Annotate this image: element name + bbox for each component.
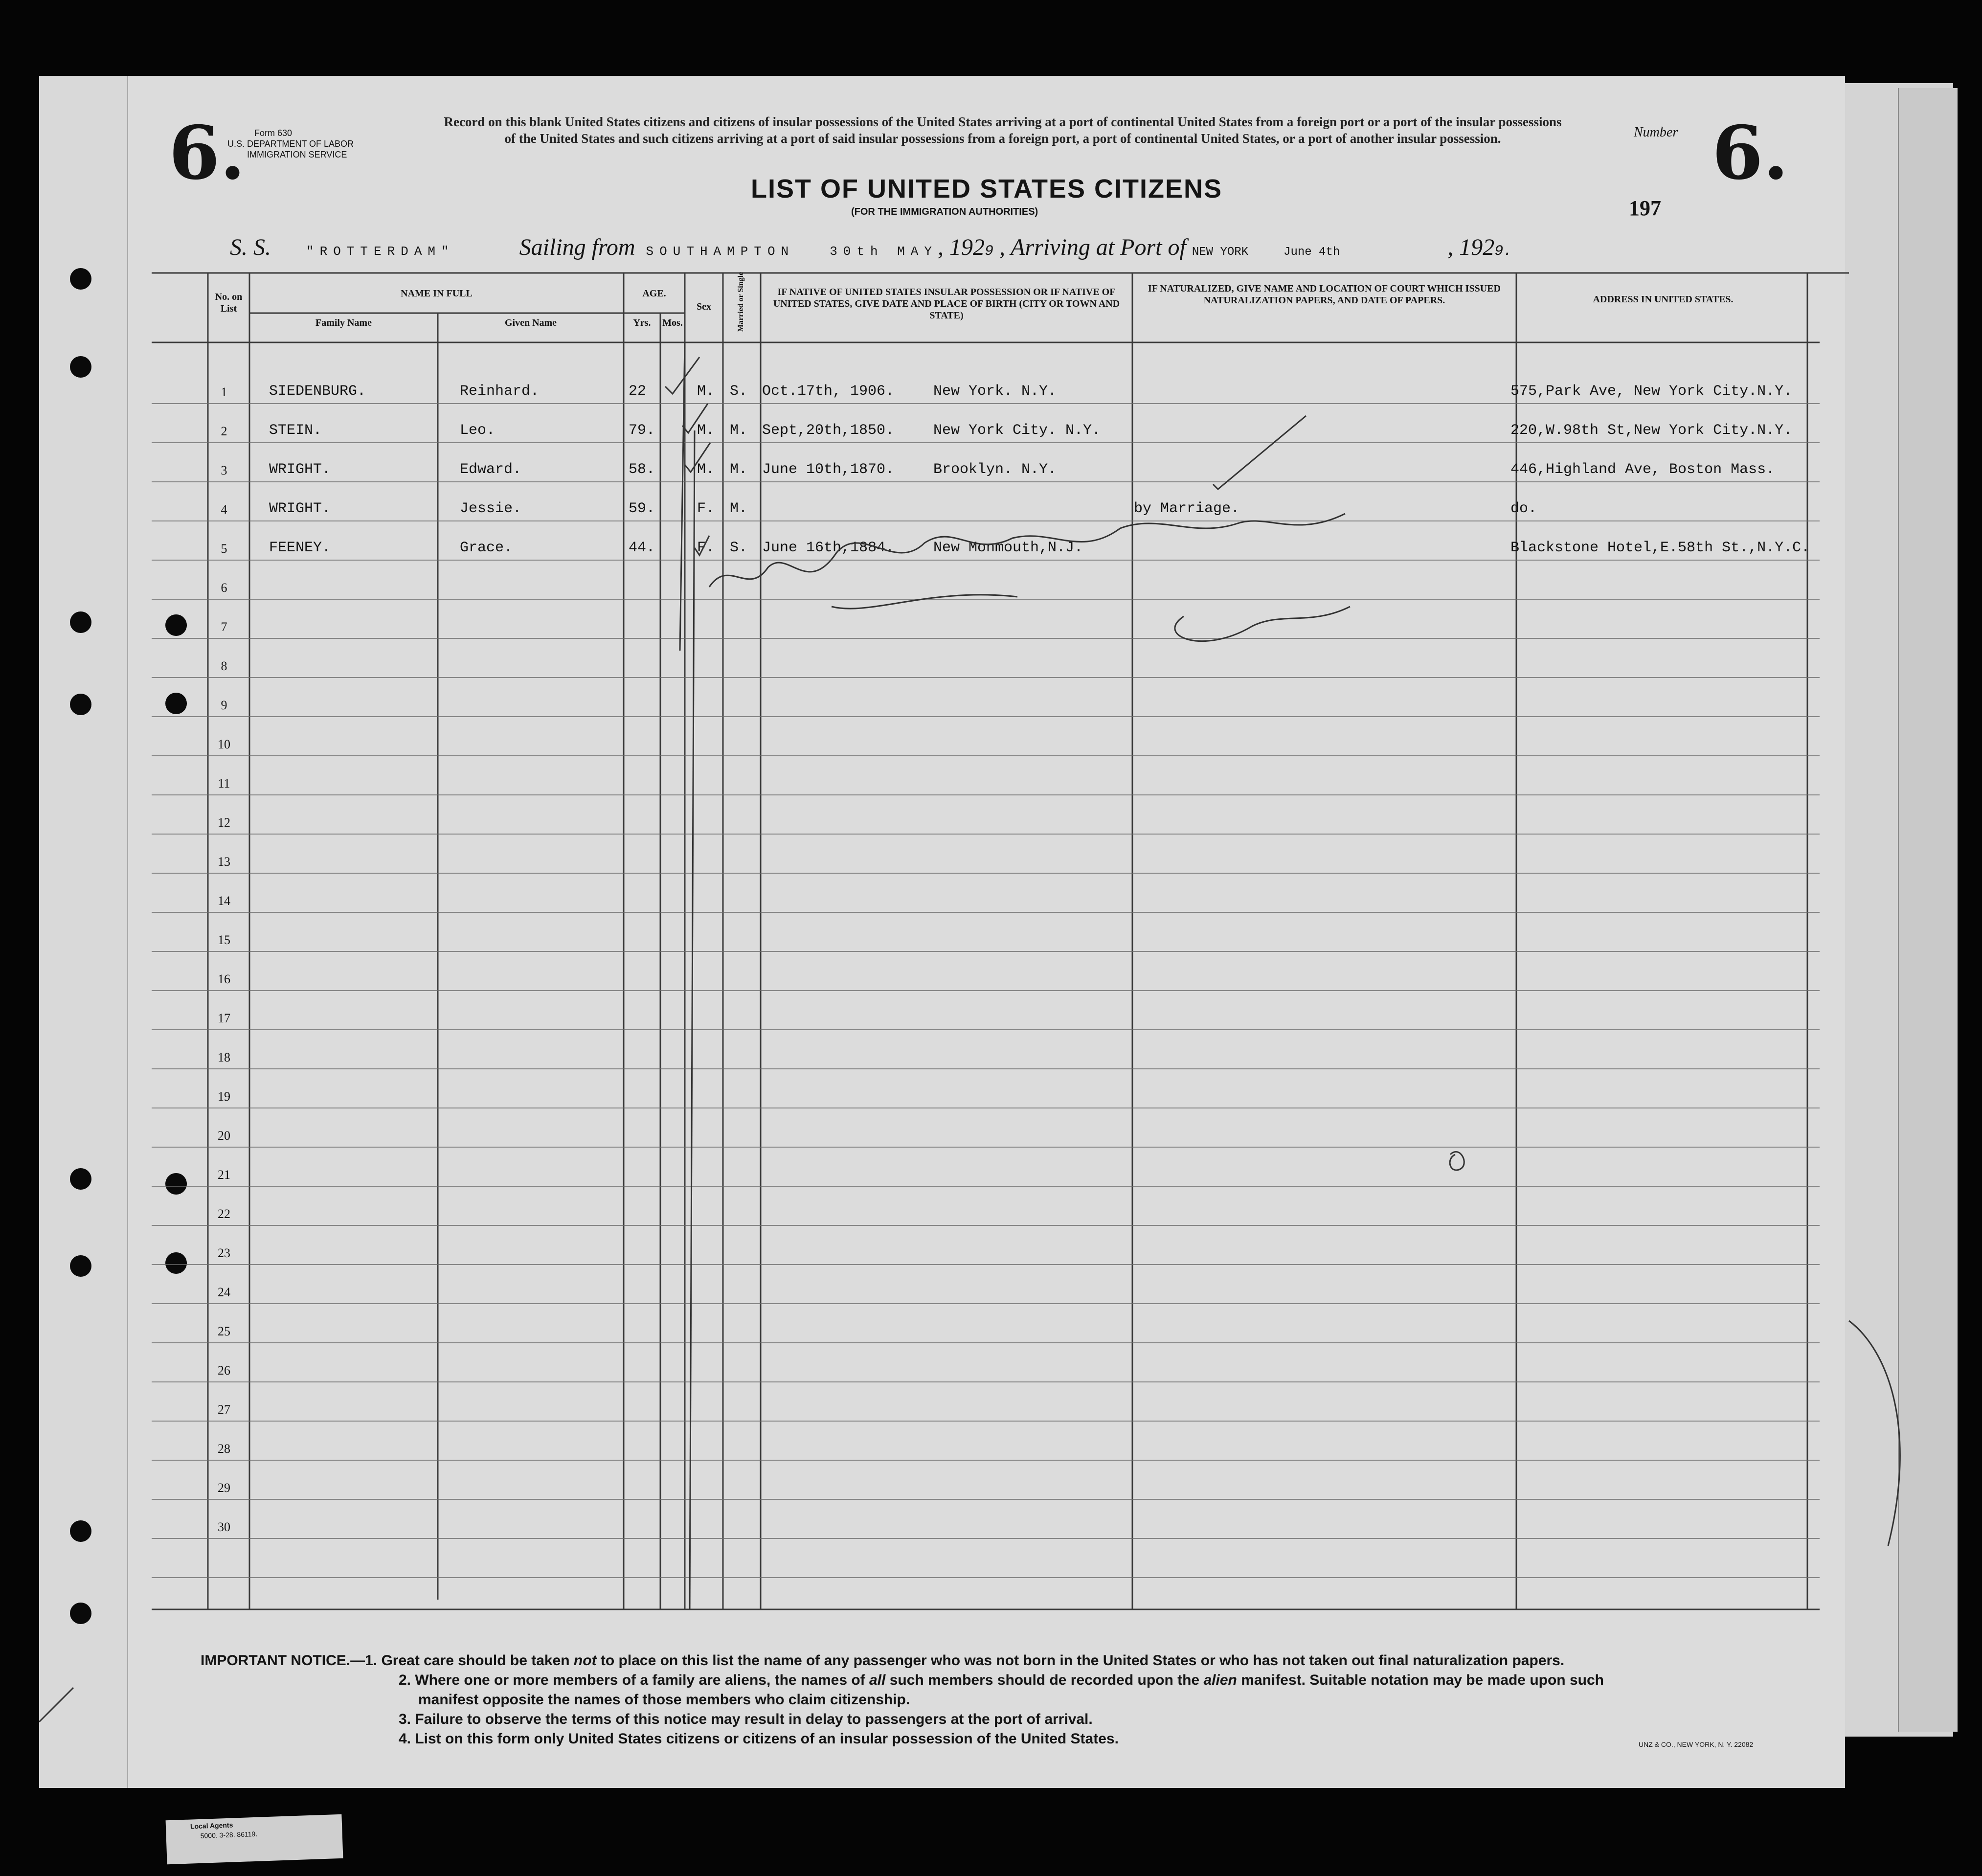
ss-label: S. S. <box>230 234 271 260</box>
family-name-cell: STEIN. <box>269 422 322 439</box>
family-name-cell: WRIGHT. <box>269 461 331 478</box>
naturalization-cell: by Marriage. <box>1134 500 1240 517</box>
checkmark <box>695 536 709 555</box>
notice-item-3: 3. Failure to observe the terms of this notice may result in delay to passengers at the port of arrival. <box>399 1711 1093 1727</box>
row-number: 3 <box>221 463 227 477</box>
row-number: 27 <box>218 1402 230 1417</box>
given-name-cell: Jessie. <box>460 500 522 517</box>
department-label: U.S. DEPARTMENT OF LABOR <box>227 139 354 149</box>
row-number: 7 <box>221 620 227 634</box>
notice-item-1-text: —1. Great care should be taken <box>350 1652 574 1669</box>
side-curve <box>1849 1321 1900 1546</box>
printer-mark: UNZ & CO., NEW YORK, N. Y. 22082 <box>1639 1740 1754 1748</box>
inspector-signature-flourish <box>832 595 1350 641</box>
row-number: 1 <box>221 385 227 399</box>
checkmark <box>665 357 699 394</box>
address-cell: 446,Highland Ave, Boston Mass. <box>1510 461 1775 478</box>
row-number: 17 <box>218 1011 230 1025</box>
row-number: 26 <box>218 1363 230 1378</box>
arriving-label: , Arriving at Port of <box>999 234 1186 260</box>
given-name-cell: Edward. <box>460 461 522 478</box>
row-number: 30 <box>218 1520 230 1534</box>
sailing-date: 30th MAY <box>830 244 938 259</box>
family-name-cell: WRIGHT. <box>269 500 331 517</box>
sailing-port: SOUTHAMPTON <box>646 244 795 259</box>
sex-cell: M. <box>697 422 715 439</box>
header-given-name: Given Name <box>504 317 557 328</box>
vertical-pen-stroke <box>690 430 695 1609</box>
row-number: 13 <box>218 855 230 869</box>
row-number: 5 <box>221 542 227 556</box>
notice-label: IMPORTANT NOTICE. <box>201 1652 351 1669</box>
married-status-cell: M. <box>730 461 748 478</box>
row-number: 24 <box>218 1285 230 1299</box>
approval-check <box>1213 416 1306 489</box>
header-age: AGE. <box>642 288 666 299</box>
row-number: 19 <box>218 1089 230 1104</box>
arrival-year: , 192 <box>1447 234 1495 260</box>
row-number: 2 <box>221 424 227 438</box>
sailing-label: Sailing from <box>519 234 635 260</box>
vertical-pen-stroke <box>680 342 685 651</box>
row-number: 14 <box>218 894 230 908</box>
row-number: 11 <box>218 776 230 791</box>
sex-cell: M. <box>697 461 715 478</box>
family-name-cell: SIEDENBURG. <box>269 383 366 400</box>
age-years-cell: 58. <box>629 461 655 478</box>
married-status-cell: M. <box>730 422 748 439</box>
important-notice <box>201 1651 1604 1749</box>
birth-place-cell: New York. N.Y. <box>933 383 1057 400</box>
row-number: 18 <box>218 1050 230 1064</box>
header-yrs: Yrs. <box>633 317 651 328</box>
stamp-number: 197 <box>1629 196 1661 220</box>
notice-item-1 <box>201 1651 1604 1671</box>
row-number: 4 <box>221 502 227 517</box>
sailing-year: , 192 <box>938 234 985 260</box>
age-years-cell: 79. <box>629 422 655 439</box>
row-number: 9 <box>221 698 227 712</box>
header-mos: Mos. <box>662 317 683 328</box>
given-name-cell: Grace. <box>460 540 513 556</box>
sex-cell: M. <box>697 383 715 400</box>
page-number-right: 6. <box>1712 110 1789 196</box>
page-number-left: 6. <box>169 110 246 196</box>
record-instructions: Record on this blank United States citizens and citizens of insular possessions of the United States arriving at a port of continental United States from a foreign port or a port of the insular possessions of the United States and such citizens arriving at a port of said insular possessions from a foreign port, a port of continental United States, or a port of another insular possession. <box>444 114 1562 146</box>
sex-cell: F. <box>697 540 715 556</box>
arrival-port: NEW YORK <box>1192 246 1249 259</box>
married-status-cell: S. <box>730 540 748 556</box>
address-cell: 220,W.98th St,New York City.N.Y. <box>1510 422 1793 439</box>
checkmark <box>682 404 708 433</box>
header-birth: IF NATIVE OF UNITED STATES INSULAR POSSESSION OR IF NATIVE OF UNITED STATES, GIVE DATE AND PLACE OF BIRTH (CITY OR TOWN AND STATE) <box>773 287 1120 321</box>
row-number: 6 <box>221 581 227 595</box>
birth-place-cell: New Monmouth,N.J. <box>933 540 1083 556</box>
arrival-year-digit: 9. <box>1494 243 1512 260</box>
header-address: ADDRESS IN UNITED STATES. <box>1593 294 1734 305</box>
birth-place-cell: Brooklyn. N.Y. <box>933 461 1057 478</box>
header-sex: Sex <box>697 301 711 312</box>
checkmark <box>685 443 710 472</box>
agents-tab-line-2: 5000. 3-28. 86119. <box>200 1830 258 1840</box>
header-name-in-full: NAME IN FULL <box>401 288 473 299</box>
birth-date-cell: June 16th,1884. <box>762 540 895 556</box>
given-name-cell: Leo. <box>460 422 496 439</box>
age-years-cell: 22 <box>629 383 647 400</box>
form-number: Form 630 <box>254 128 293 138</box>
address-cell: do. <box>1510 500 1537 517</box>
row-number: 22 <box>218 1207 230 1221</box>
notice-item-2-text-mid: such members should de recorded upon the <box>885 1672 1204 1688</box>
notice-item-2-text: 2. Where one or more members of a family are aliens, the names of <box>399 1672 869 1688</box>
birth-place-cell: New York City. N.Y. <box>933 422 1101 439</box>
inspector-signature <box>709 514 1345 587</box>
row-number: 20 <box>218 1129 230 1143</box>
notice-item-2 <box>201 1671 1604 1690</box>
row-number: 12 <box>218 815 230 830</box>
sailing-year-digit: 9 <box>985 243 994 260</box>
notice-item-1-text-end: to place on this list the name of any passenger who was not born in the United States or who has not taken out final naturalization papers. <box>596 1652 1565 1669</box>
notice-item-2-text-end: manifest. Suitable notation may be made upon such <box>1237 1672 1604 1688</box>
address-cell: Blackstone Hotel,E.58th St.,N.Y.C. <box>1510 540 1810 556</box>
row-number: 28 <box>218 1442 230 1456</box>
sex-cell: F. <box>697 500 715 517</box>
married-status-cell: M. <box>730 500 748 517</box>
birth-date-cell: Oct.17th, 1906. <box>762 383 895 400</box>
age-years-cell: 44. <box>629 540 655 556</box>
row-number: 16 <box>218 972 230 986</box>
birth-date-cell: June 10th,1870. <box>762 461 895 478</box>
row-number: 23 <box>218 1246 230 1260</box>
given-name-cell: Reinhard. <box>460 383 540 400</box>
row-number: 21 <box>218 1168 230 1182</box>
address-cell: 575,Park Ave, New York City.N.Y. <box>1510 383 1793 400</box>
header-family-name: Family Name <box>315 317 372 328</box>
agents-tab-line-1: Local Agents <box>190 1821 233 1831</box>
notice-item-2-continued: manifest opposite the names of those members who claim citizenship. <box>418 1692 910 1708</box>
notice-item-4: 4. List on this form only United States citizens or citizens of an insular possession of the United States. <box>399 1731 1119 1747</box>
list-title: LIST OF UNITED STATES CITIZENS <box>751 174 1222 203</box>
number-label: Number <box>1634 125 1678 140</box>
header-naturalized: IF NATURALIZED, GIVE NAME AND LOCATION OF COURT WHICH ISSUED NATURALIZATION PAPERS, AND DATE OF PAPERS. <box>1148 283 1501 306</box>
ship-name: "ROTTERDAM" <box>306 244 455 259</box>
row-number: 25 <box>218 1324 230 1338</box>
row-number: 15 <box>218 933 230 947</box>
married-status-cell: S. <box>730 383 748 400</box>
row-number: 10 <box>218 737 230 751</box>
age-years-cell: 59. <box>629 500 655 517</box>
margin-stroke <box>39 1688 73 1722</box>
family-name-cell: FEENEY. <box>269 540 331 556</box>
notice-item-1-emphasis: not <box>573 1652 597 1669</box>
arrival-date: June 4th <box>1284 246 1340 259</box>
header-married-or-single: Married or Single <box>737 271 745 332</box>
service-label: IMMIGRATION SERVICE <box>247 150 347 159</box>
list-subtitle: (FOR THE IMMIGRATION AUTHORITIES) <box>851 206 1038 217</box>
notice-item-2-emphasis-all: all <box>869 1672 886 1688</box>
margin-mark <box>1450 1152 1464 1170</box>
row-number: 8 <box>221 659 227 673</box>
agents-tab <box>166 1814 343 1865</box>
notice-item-2-emphasis-alien: alien <box>1203 1672 1237 1688</box>
birth-date-cell: Sept,20th,1850. <box>762 422 895 439</box>
row-number: 29 <box>218 1481 230 1495</box>
header-no-on-list: No. on List <box>215 292 243 314</box>
